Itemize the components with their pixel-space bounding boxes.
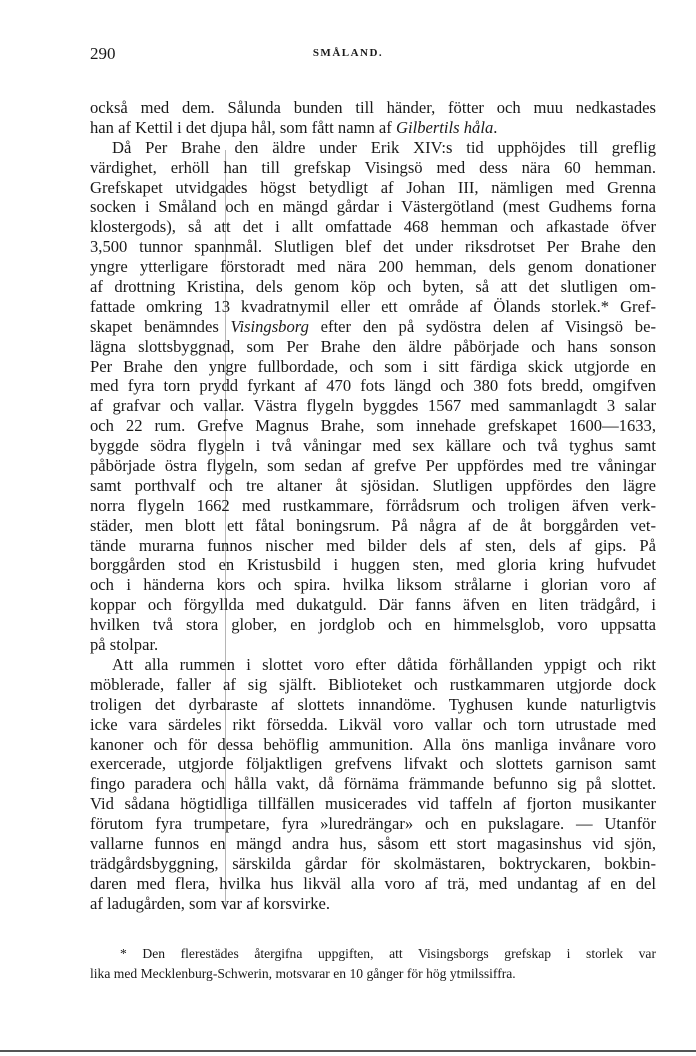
footnote-line: * Den flerestädes återgifna uppgiften, att Visingsborgs grefskap i storlek var bbox=[120, 946, 656, 961]
text-line bbox=[90, 98, 656, 118]
text-line bbox=[90, 237, 656, 257]
text-line bbox=[90, 715, 656, 735]
text-segment: Grefskapet utvidgades högst betydligt af Johan III, nämligen med Grenna bbox=[90, 177, 656, 197]
text-line bbox=[90, 476, 656, 496]
text-segment: yngre ytterligare förstoradt med nära 200 hemman, dels genom donationer bbox=[90, 257, 656, 277]
text-segment: borggården stod en Kristusbild i huggen sten, med gloria kring hufvudet bbox=[90, 555, 656, 575]
text-segment: och 22 rum. Grefve Magnus Brahe, som innehade grefskapet 1600—1633, bbox=[90, 416, 656, 436]
italic-text: Visingsborg bbox=[230, 316, 309, 336]
text-segment: fingo paradera och hålla vakt, då förnäma främmande befunno sig på slottet. bbox=[90, 774, 656, 794]
text-segment: hvilken två stora glober, en jordglob och en himmelsglob, voro uppsatta bbox=[90, 615, 656, 635]
text-line bbox=[90, 754, 656, 774]
text-line bbox=[90, 178, 656, 198]
body-text bbox=[90, 98, 656, 914]
text-line bbox=[90, 118, 656, 138]
text-segment: klostergods), så att det i allt omfattade 468 hemman och afkastade öfver bbox=[90, 217, 656, 237]
text-segment: 3,500 tunnor spannmål. Slutligen blef det under riksdrotset Per Brahe den bbox=[90, 237, 656, 257]
text-line bbox=[90, 536, 656, 556]
text-line bbox=[90, 894, 656, 914]
text-segment: fattade omkring 13 kvadratnymil eller ett område af Ölands storlek.* Gref- bbox=[90, 296, 656, 316]
text-line bbox=[90, 357, 656, 377]
text-segment: trädgårdsbyggning, särskilda gårdar för skolmästaren, boktryckaren, bokbin- bbox=[90, 853, 656, 873]
text-segment: på stolpar. bbox=[90, 635, 159, 655]
text-line bbox=[90, 277, 656, 297]
text-segment: kanoner och för dessa behöflig ammunition. Alla öns manliga invånare voro bbox=[90, 734, 656, 754]
text-segment: socken i Småland och en mängd gårdar i Västergötland (mest Gudhems forna bbox=[90, 197, 656, 217]
text-segment: norra flygeln 1662 med rustkammare, förrådsrum och troligen äfven verk- bbox=[90, 495, 656, 515]
text-segment: af ladugården, som var af korsvirke. bbox=[90, 893, 331, 913]
text-segment: efter den på sydöstra delen af Visingsö be- bbox=[308, 316, 656, 336]
text-segment: daren med flera, hvilka hus likväl alla voro af trä, med undantag af en del bbox=[90, 873, 656, 893]
footnote-line: lika med Mecklenburg-Schwerin, motsvarar en 10 gånger för hög ytmilssiffra. bbox=[90, 966, 516, 981]
text-segment: och i händerna kors och spira. hvilka liksom strålarne i glorian voro af bbox=[90, 575, 656, 595]
italic-text: Gilbertils håla bbox=[395, 117, 494, 137]
text-segment: Då Per Brahe den äldre under Erik XIV:s tid upphöjdes till greflig bbox=[112, 137, 656, 157]
text-line bbox=[90, 774, 656, 794]
text-segment: byggde södra flygeln i två våningar med sex källare och två tyghus samt bbox=[90, 436, 656, 456]
text-segment: lägna slottsbyggnad, som Per Brahe den äldre påbörjade och hans sonson bbox=[90, 336, 656, 356]
paragraph bbox=[90, 138, 656, 655]
text-segment: påbörjade östra flygeln, som sedan af grefve Per uppfördes med tre våningar bbox=[90, 456, 656, 476]
text-segment: förutom fyra trumpetare, fyra »luredrängar» och en pukslagare. — Utanför bbox=[90, 814, 656, 834]
text-line bbox=[90, 615, 656, 635]
text-segment: också med dem. Sålunda bunden till händer, fötter och muu nedkastades bbox=[90, 98, 656, 117]
running-title: SMÅLAND. bbox=[312, 47, 384, 59]
text-line bbox=[90, 675, 656, 695]
text-line bbox=[90, 297, 656, 317]
text-line bbox=[90, 595, 656, 615]
text-line bbox=[90, 217, 656, 237]
text-segment: skapet benämndes bbox=[90, 316, 231, 336]
text-segment: städer, men blott ett fåtal boningsrum. På några af de åt borggården vet- bbox=[90, 515, 656, 535]
text-line bbox=[90, 197, 656, 217]
text-line bbox=[90, 396, 656, 416]
text-line bbox=[90, 158, 656, 178]
text-segment: af grafvar och vallar. Västra flygeln byggdes 1567 med sammanlagdt 3 salar bbox=[90, 396, 656, 416]
text-line bbox=[90, 456, 656, 476]
text-line bbox=[90, 635, 656, 655]
text-line bbox=[90, 655, 656, 675]
text-segment: exercerade, utgjorde följaktligen grefvens lifvakt och slottets garnison samt bbox=[90, 754, 656, 774]
text-line bbox=[90, 516, 656, 536]
text-line bbox=[90, 555, 656, 575]
text-segment: troligen det dyrbaraste af slottets innandöme. Tyghusen kunde naturligtvis bbox=[90, 694, 656, 714]
text-segment: Per Brahe den yngre fullbordade, och som i sitt färdiga skick utgjorde en bbox=[90, 356, 656, 376]
text-line bbox=[90, 496, 656, 516]
text-segment: af drottning Kristina, dels genom köp och byten, så att det slutligen om- bbox=[90, 277, 656, 297]
text-line bbox=[90, 735, 656, 755]
text-line bbox=[90, 834, 656, 854]
text-line bbox=[90, 854, 656, 874]
text-segment: icke vara särdeles rikt försedda. Likväl voro vallar och torn utrustade med bbox=[90, 714, 656, 734]
text-line bbox=[90, 337, 656, 357]
scan-edge bbox=[0, 1050, 696, 1052]
text-line bbox=[90, 874, 656, 894]
text-line bbox=[90, 814, 656, 834]
text-line bbox=[90, 794, 656, 814]
text-line bbox=[90, 317, 656, 337]
paragraph bbox=[90, 98, 656, 138]
text-segment: samt porthvalf och tre altaner åt sjösidan. Slutligen uppfördes den lägre bbox=[90, 475, 656, 495]
page-number: 290 bbox=[90, 44, 116, 63]
text-segment: tände murarna funnos nischer med bilder dels af sten, dels af gips. På bbox=[90, 535, 656, 555]
footnote bbox=[90, 944, 656, 984]
text-segment: värdighet, erhöll han till grefskap Visingsö med dess nära 60 hemman. bbox=[90, 157, 656, 177]
text-segment: med fyra torn prydd fyrkant af 470 fots längd och 380 fots bredd, omgifven bbox=[90, 376, 656, 396]
text-segment: möblerade, faller af sig själft. Biblioteket och rustkammaren utgjorde dock bbox=[90, 674, 656, 694]
text-segment: . bbox=[493, 117, 498, 137]
text-segment: han af Kettil i det djupa hål, som fått namn af bbox=[90, 117, 396, 137]
text-line bbox=[90, 376, 656, 396]
text-line bbox=[90, 575, 656, 595]
text-line bbox=[90, 416, 656, 436]
paragraph bbox=[90, 655, 656, 914]
text-segment: koppar och förgyllda med dukatguld. Där fanns äfven en liten trädgård, i bbox=[90, 595, 656, 615]
text-segment: Att alla rummen i slottet voro efter dåtida förhållanden yppigt och rikt bbox=[112, 654, 656, 674]
text-line bbox=[90, 138, 656, 158]
text-line bbox=[90, 257, 656, 277]
text-segment: vallarne funnos en mängd andra hus, såsom ett stort magasinshus vid sjön, bbox=[90, 833, 656, 853]
text-line bbox=[90, 436, 656, 456]
text-segment: Vid sådana högtidliga tillfällen musicerades vid taffeln af fjorton musikanter bbox=[90, 794, 656, 814]
text-line bbox=[90, 695, 656, 715]
